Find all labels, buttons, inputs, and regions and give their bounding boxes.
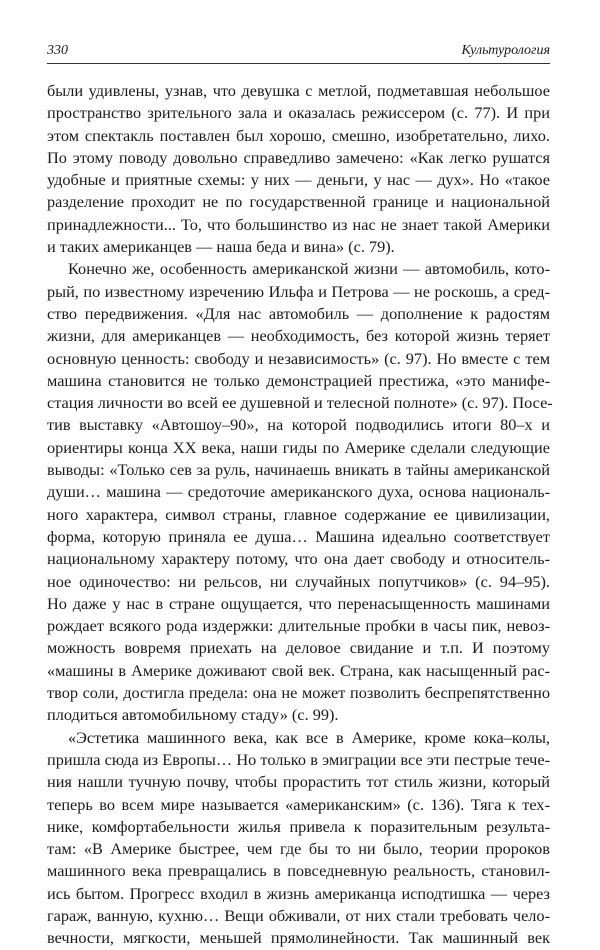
text-line: выводы: «Только сев за руль, начинаешь вникать в тайны американской bbox=[47, 460, 550, 480]
text-line: теперь во всем мире называется «американским» (с. 136). Тяга к тех- bbox=[47, 794, 550, 814]
text-line: ния нашли тучную почву, чтобы прорастить тот стиль жизни, который bbox=[47, 772, 550, 792]
page-number: 330 bbox=[47, 43, 68, 58]
paragraph bbox=[47, 80, 550, 258]
header-rule bbox=[47, 63, 550, 64]
text-line: «машины в Америке доживают свой век. Страна, как насыщенный рас- bbox=[47, 660, 550, 680]
text-line: вечности, мягкости, меньшей прямолинейности. Так машинный век bbox=[47, 928, 550, 948]
text-line: ись бытом. Прогресс входил в жизнь американца исподтишка — через bbox=[47, 883, 550, 903]
text-line: нике, комфортабельности жилья привела к поразительным результа- bbox=[47, 816, 550, 836]
text-line: тив выставку «Автошоу–90», на которой подводились итоги 80–х и bbox=[47, 415, 550, 435]
text-line: разделение проходит не по государственной границе и национальной bbox=[47, 192, 550, 212]
text-line: ное одиночество: ни рельсов, ни случайных попутчиков» (с. 94–95). bbox=[47, 571, 550, 591]
text-line: можность вовремя приехать на деловое свидание и т.п. И поэтому bbox=[47, 638, 550, 658]
text-line: пришла сюда из Европы… Но только в эмиграции все эти пестрые тече- bbox=[47, 749, 550, 769]
text-line: ного характера, символ страны, главное содержание ее цивилизации, bbox=[47, 504, 550, 524]
text-line: жизни, для американцев — необходимость, без которой жизнь теряет bbox=[47, 326, 550, 346]
text-line: рый, по известному изречению Ильфа и Петрова — не роскошь, а сред- bbox=[47, 281, 550, 301]
text-line: твор соли, достигла предела: она не может позволить беспрепятственно bbox=[47, 683, 550, 703]
paragraph bbox=[47, 258, 553, 726]
text-line: Но даже у нас в стране ощущается, что перенасыщенность машинами bbox=[47, 593, 550, 613]
text-line: форма, которую приняла ее душа… Машина идеально соответствует bbox=[47, 526, 550, 546]
text-line: плодиться автомобильному стаду» (с. 99). bbox=[47, 705, 339, 725]
text-line: стация личности во всей ее душевной и телесной полноте» (с. 97). Посе- bbox=[47, 393, 553, 413]
text-line: принадлежности... То, что большинство из нас не знает такой Америки bbox=[47, 214, 550, 234]
text-line: машинного века превращались в повседневную реальность, становил- bbox=[47, 861, 550, 881]
text-line: души… машина — средоточие американского духа, основа националь- bbox=[47, 482, 550, 502]
paragraph bbox=[47, 727, 550, 950]
text-line: основную ценность: свободу и независимость» (с. 97). Но вместе с тем bbox=[47, 348, 550, 368]
text-line: и таких американцев — наша беда и вина» (с. 79). bbox=[47, 237, 395, 257]
text-line: По этому поводу довольно справедливо замечено: «Как легко рушатся bbox=[47, 147, 550, 167]
text-line: рождает всякого рода издержки: длительные пробки в часы пик, невоз- bbox=[47, 616, 550, 636]
text-line: удобные и приятные схемы: у них — деньги, у нас — дух». Но «такое bbox=[47, 170, 550, 190]
text-line: этом спектакль поставлен был хорошо, смешно, изобретательно, лихо. bbox=[47, 125, 550, 145]
text-line: пространство зрительного зала и оказалась режиссером (с. 77). И при bbox=[47, 103, 550, 123]
text-line: были удивлены, узнав, что девушка с метлой, подметавшая небольшое bbox=[47, 81, 550, 100]
text-line: машина становится не только демонстрацией престижа, «это манифе- bbox=[47, 370, 550, 390]
text-line: там: «В Америке быстрее, чем где бы то ни было, теории пророков bbox=[47, 839, 550, 859]
text-line: национальному характеру потому, что она дает свободу и относитель- bbox=[47, 549, 550, 569]
text-line: ство передвижения. «Для нас автомобиль — дополнение к радостям bbox=[47, 303, 550, 323]
text-line: Конечно же, особенность американской жизни — автомобиль, кото- bbox=[68, 259, 550, 279]
text-line: ориентиры конца XX века, наши гиды по Америке сделали следующие bbox=[47, 437, 550, 457]
running-title: Культурология bbox=[461, 43, 550, 58]
page-header bbox=[47, 41, 550, 61]
text-line: гараж, ванную, кухню… Вещи обживали, от них стали требовать чело- bbox=[47, 905, 550, 925]
body-text bbox=[47, 80, 553, 950]
text-line: «Эстетика машинного века, как все в Америке, кроме кока–колы, bbox=[68, 727, 550, 747]
